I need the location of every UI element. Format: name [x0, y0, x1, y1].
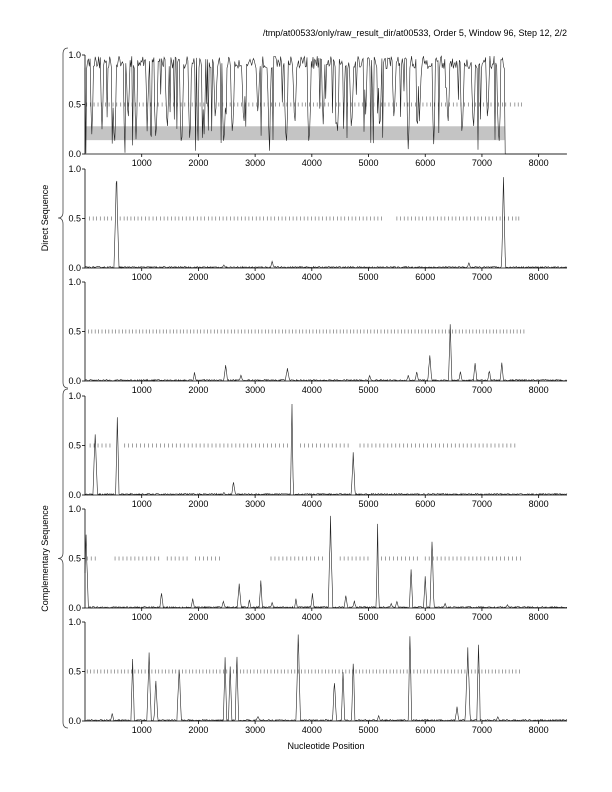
x-tick-label: 5000: [358, 612, 379, 622]
group-2: [40, 389, 68, 728]
y-tick-label: 0.0: [68, 149, 81, 159]
y-tick-label: 1.0: [68, 50, 81, 60]
x-tick-label: 5000: [358, 272, 379, 282]
x-tick-label: 4000: [301, 385, 322, 395]
x-tick-label: 7000: [471, 725, 492, 735]
group-labels: [40, 48, 68, 728]
y-tick-label: 0.5: [68, 99, 81, 110]
x-tick-label: 3000: [245, 272, 266, 282]
x-tick-label: 7000: [471, 158, 492, 168]
x-tick-label: 4000: [301, 158, 322, 168]
y-tick-label: 0.0: [68, 603, 81, 613]
x-tick-label: 7000: [471, 272, 492, 282]
group-label: Complementary Sequence: [40, 505, 50, 612]
x-tick-label: 8000: [528, 272, 549, 282]
y-tick-label: 0.0: [68, 490, 81, 500]
y-tick-label: 1.0: [68, 277, 81, 287]
x-tick-label: 6000: [415, 612, 436, 622]
y-tick-label: 0.5: [68, 213, 81, 224]
axis-frame: [85, 282, 567, 381]
group-label: Direct Sequence: [40, 184, 50, 252]
panel-5: [68, 504, 567, 622]
x-tick-label: 8000: [528, 158, 549, 168]
coding-region-bar: [85, 126, 505, 140]
stop-codon-markers: [90, 217, 519, 221]
x-tick-label: 7000: [471, 612, 492, 622]
x-tick-label: 2000: [188, 725, 209, 735]
x-tick-label: 8000: [528, 725, 549, 735]
x-tick-label: 2000: [188, 612, 209, 622]
stop-codon-markers: [90, 444, 515, 448]
y-tick-label: 1.0: [68, 391, 81, 401]
panel-2: [68, 164, 567, 282]
x-tick-label: 2000: [188, 385, 209, 395]
x-tick-label: 6000: [415, 272, 436, 282]
signal-line: [85, 177, 567, 268]
y-tick-label: 0.0: [68, 376, 81, 386]
x-tick-label: 1000: [131, 158, 152, 168]
x-axis-label: Nucleotide Position: [287, 741, 365, 751]
x-tick-label: 1000: [131, 725, 152, 735]
panel-6: [68, 617, 567, 735]
x-tick-label: 3000: [245, 385, 266, 395]
y-tick-label: 1.0: [68, 617, 81, 627]
x-tick-label: 3000: [245, 612, 266, 622]
x-tick-label: 4000: [301, 725, 322, 735]
y-tick-label: 0.5: [68, 326, 81, 337]
y-tick-label: 0.5: [68, 553, 81, 564]
x-tick-label: 4000: [301, 272, 322, 282]
x-tick-label: 6000: [415, 385, 436, 395]
x-tick-label: 1000: [131, 612, 152, 622]
x-tick-label: 3000: [245, 158, 266, 168]
y-tick-label: 0.0: [68, 263, 81, 273]
axis-frame: [85, 509, 567, 608]
y-tick-label: 0.0: [68, 716, 81, 726]
panel-3: [68, 277, 567, 395]
panel-4: [68, 391, 567, 509]
x-tick-label: 2000: [188, 272, 209, 282]
y-tick-label: 0.5: [68, 666, 81, 677]
stop-codon-markers: [87, 670, 519, 674]
x-tick-label: 4000: [301, 499, 322, 509]
x-tick-label: 2000: [188, 499, 209, 509]
x-tick-label: 3000: [245, 725, 266, 735]
group-brace: [58, 48, 68, 388]
x-tick-label: 6000: [415, 158, 436, 168]
x-tick-label: 6000: [415, 725, 436, 735]
x-tick-label: 5000: [358, 385, 379, 395]
x-tick-label: 1000: [131, 272, 152, 282]
stop-codon-markers: [87, 557, 520, 561]
x-tick-label: 7000: [471, 385, 492, 395]
signal-line: [85, 324, 567, 381]
x-tick-label: 1000: [131, 385, 152, 395]
x-tick-label: 5000: [358, 725, 379, 735]
x-tick-label: 7000: [471, 499, 492, 509]
signal-line: [85, 635, 567, 722]
signal-line: [85, 516, 567, 608]
x-tick-label: 6000: [415, 499, 436, 509]
y-tick-label: 1.0: [68, 504, 81, 514]
y-tick-label: 0.5: [68, 440, 81, 451]
x-tick-label: 8000: [528, 612, 549, 622]
panels: [68, 50, 567, 735]
x-tick-label: 5000: [358, 499, 379, 509]
stop-codon-markers: [88, 330, 524, 334]
x-tick-label: 5000: [358, 158, 379, 168]
header-title: /tmp/at00533/only/raw_result_dir/at00533, Order 5, Window 96, Step 12, 2/2: [262, 28, 567, 38]
group-brace: [58, 389, 68, 728]
signal-line: [85, 404, 567, 495]
x-tick-label: 4000: [301, 612, 322, 622]
panel-1: [68, 50, 567, 168]
y-tick-label: 1.0: [68, 164, 81, 174]
x-tick-label: 8000: [528, 385, 549, 395]
x-tick-label: 8000: [528, 499, 549, 509]
group-1: [40, 48, 68, 388]
x-tick-label: 1000: [131, 499, 152, 509]
x-tick-label: 2000: [188, 158, 209, 168]
x-tick-label: 3000: [245, 499, 266, 509]
